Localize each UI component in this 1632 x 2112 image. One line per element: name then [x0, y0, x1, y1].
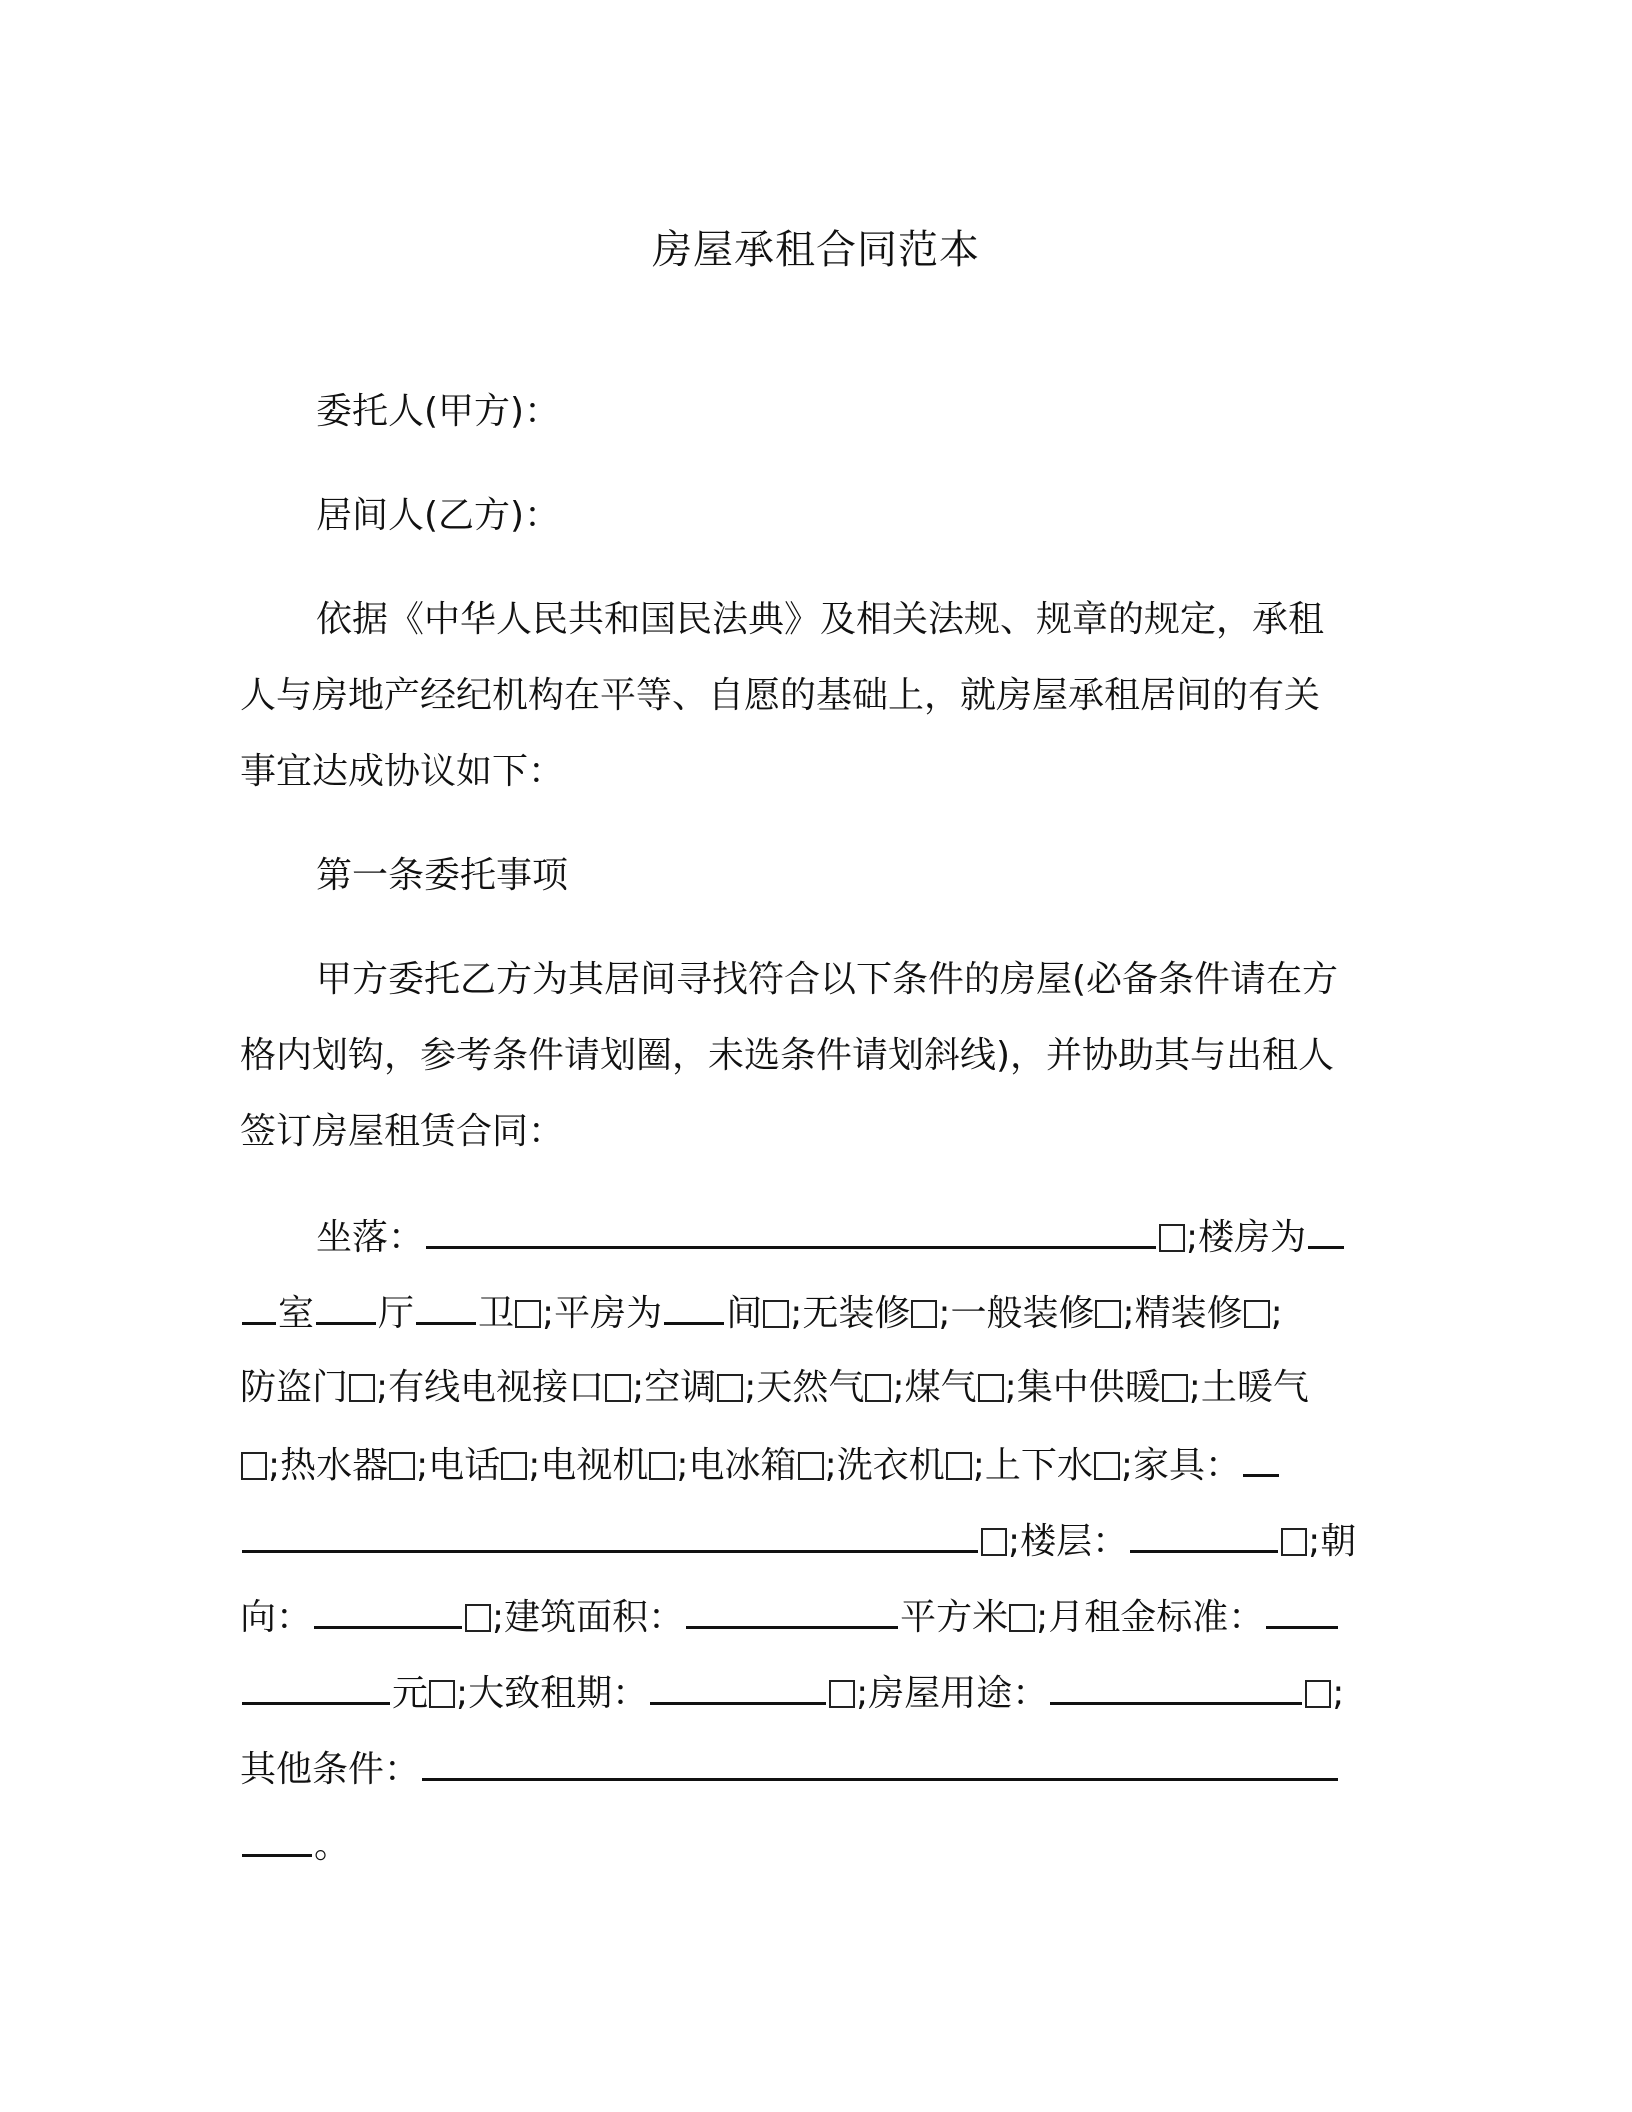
- party-a-line: 委托人(甲方)：: [316, 391, 561, 432]
- form-line-3: [240, 1364, 1309, 1412]
- natural-gas-checkbox[interactable]: [865, 1374, 891, 1402]
- document-title: 房屋承租合同范本: [652, 227, 980, 273]
- rent-blank[interactable]: [242, 1668, 390, 1705]
- hall-label: 厅: [378, 1293, 415, 1334]
- term-blank[interactable]: [650, 1668, 826, 1705]
- cable-tv-checkbox[interactable]: [605, 1374, 631, 1402]
- contract-page: [240, 0, 1392, 2112]
- central-heat-checkbox[interactable]: [1162, 1374, 1188, 1402]
- form-line-5: [240, 1516, 1356, 1564]
- rent-label: ;月租金标准：: [1036, 1597, 1265, 1638]
- form-line-4: [240, 1440, 1281, 1488]
- room-label: 室: [278, 1293, 315, 1334]
- ac-label: ;空调: [632, 1367, 717, 1408]
- normal-decor-label: ;一般装修: [938, 1293, 1095, 1334]
- local-heat-label: ;土暖气: [1188, 1367, 1309, 1408]
- washer-label: ;洗衣机: [824, 1445, 945, 1486]
- rent-blank-part[interactable]: [1266, 1592, 1338, 1629]
- other-blank[interactable]: [422, 1744, 1338, 1781]
- area-checkbox[interactable]: [1009, 1604, 1035, 1632]
- article1-line-2: 格内划钩，参考条件请划圈，未选条件请划斜线)，并协助其与出租人: [240, 1035, 1335, 1076]
- other-blank-continued[interactable]: [242, 1820, 312, 1857]
- cable-tv-label: ;有线电视接口: [376, 1367, 605, 1408]
- form-line-1: [316, 1212, 1346, 1260]
- orientation-checkbox[interactable]: [465, 1604, 491, 1632]
- other-label: 其他条件：: [240, 1749, 421, 1790]
- article1-heading: 第一条委托事项: [316, 855, 569, 896]
- tv-checkbox[interactable]: [649, 1452, 675, 1480]
- normal-decor-checkbox[interactable]: [1095, 1300, 1121, 1328]
- orientation-blank[interactable]: [314, 1592, 462, 1629]
- furniture-blank[interactable]: [242, 1516, 978, 1553]
- coal-gas-label: ;煤气: [892, 1367, 977, 1408]
- building-label: ;楼房为: [1186, 1217, 1307, 1258]
- washer-checkbox[interactable]: [946, 1452, 972, 1480]
- form-line-9: [240, 1820, 350, 1868]
- central-heat-label: ;集中供暖: [1004, 1367, 1161, 1408]
- water-heater-checkbox[interactable]: [389, 1452, 415, 1480]
- area-label: ;建筑面积：: [492, 1597, 685, 1638]
- phone-checkbox[interactable]: [501, 1452, 527, 1480]
- plumbing-label: ;上下水: [972, 1445, 1093, 1486]
- usage-checkbox[interactable]: [1305, 1680, 1331, 1708]
- sqm-label: 平方米: [900, 1597, 1009, 1638]
- coal-gas-checkbox[interactable]: [978, 1374, 1004, 1402]
- natural-gas-label: ;天然气: [744, 1367, 865, 1408]
- bungalow-label: ;平房为: [542, 1293, 663, 1334]
- security-door-checkbox[interactable]: [349, 1374, 375, 1402]
- building-room-blank-part[interactable]: [1308, 1212, 1344, 1249]
- building-checkbox[interactable]: [515, 1300, 541, 1328]
- semicolon: ;: [1332, 1673, 1345, 1714]
- water-heater-label: ;热水器: [268, 1445, 389, 1486]
- room-count-blank[interactable]: [242, 1288, 276, 1325]
- phone-label: ;电话: [416, 1445, 501, 1486]
- area-blank[interactable]: [686, 1592, 898, 1629]
- fridge-checkbox[interactable]: [798, 1452, 824, 1480]
- term-checkbox[interactable]: [829, 1680, 855, 1708]
- security-door-label: 防盗门: [240, 1367, 349, 1408]
- hall-count-blank[interactable]: [316, 1288, 376, 1325]
- orientation-label-b: 向：: [240, 1597, 313, 1638]
- usage-blank[interactable]: [1050, 1668, 1302, 1705]
- floor-blank[interactable]: [1130, 1516, 1278, 1553]
- article1-line-1: 甲方委托乙方为其居间寻找符合以下条件的房屋(必备条件请在方: [316, 959, 1339, 1000]
- ac-checkbox[interactable]: [717, 1374, 743, 1402]
- local-heat-checkbox[interactable]: [241, 1452, 267, 1480]
- bath-label: 卫: [478, 1293, 515, 1334]
- bath-count-blank[interactable]: [416, 1288, 476, 1325]
- floor-label: ;楼层：: [1008, 1521, 1129, 1562]
- yuan-label: 元: [392, 1673, 429, 1714]
- no-decor-label: ;无装修: [790, 1293, 911, 1334]
- form-line-7: [240, 1668, 1344, 1716]
- fridge-label: ;电冰箱: [676, 1445, 797, 1486]
- intro-line-2: 人与房地产经纪机构在平等、自愿的基础上，就房屋承租居间的有关: [240, 675, 1321, 716]
- rent-checkbox[interactable]: [429, 1680, 455, 1708]
- plumbing-checkbox[interactable]: [1094, 1452, 1120, 1480]
- form-line-2: [240, 1288, 1283, 1336]
- location-blank[interactable]: [426, 1212, 1156, 1249]
- location-label: 坐落：: [316, 1217, 425, 1258]
- intro-line-3: 事宜达成协议如下：: [240, 751, 565, 792]
- bungalow-checkbox[interactable]: [763, 1300, 789, 1328]
- fine-decor-label: ;精装修: [1122, 1293, 1243, 1334]
- tv-label: ;电视机: [528, 1445, 649, 1486]
- jian-label: 间: [726, 1293, 763, 1334]
- period: 。: [314, 1825, 351, 1866]
- orientation-label-a: ;朝: [1308, 1521, 1357, 1562]
- furniture-blank-part[interactable]: [1243, 1440, 1279, 1477]
- location-checkbox[interactable]: [1159, 1224, 1185, 1252]
- semicolon: ;: [1270, 1293, 1283, 1334]
- furniture-checkbox[interactable]: [981, 1528, 1007, 1556]
- furniture-label: ;家具：: [1120, 1445, 1241, 1486]
- form-line-8: [240, 1744, 1340, 1792]
- fine-decor-checkbox[interactable]: [1244, 1300, 1270, 1328]
- no-decor-checkbox[interactable]: [911, 1300, 937, 1328]
- term-label: ;大致租期：: [456, 1673, 649, 1714]
- bungalow-count-blank[interactable]: [664, 1288, 724, 1325]
- intro-line-1: 依据《中华人民共和国民法典》及相关法规、规章的规定，承租: [316, 599, 1325, 640]
- party-b-line: 居间人(乙方)：: [316, 495, 561, 536]
- usage-label: ;房屋用途：: [856, 1673, 1049, 1714]
- floor-checkbox[interactable]: [1281, 1528, 1307, 1556]
- form-line-6: [240, 1592, 1340, 1640]
- article1-line-3: 签订房屋租赁合同：: [240, 1111, 565, 1152]
